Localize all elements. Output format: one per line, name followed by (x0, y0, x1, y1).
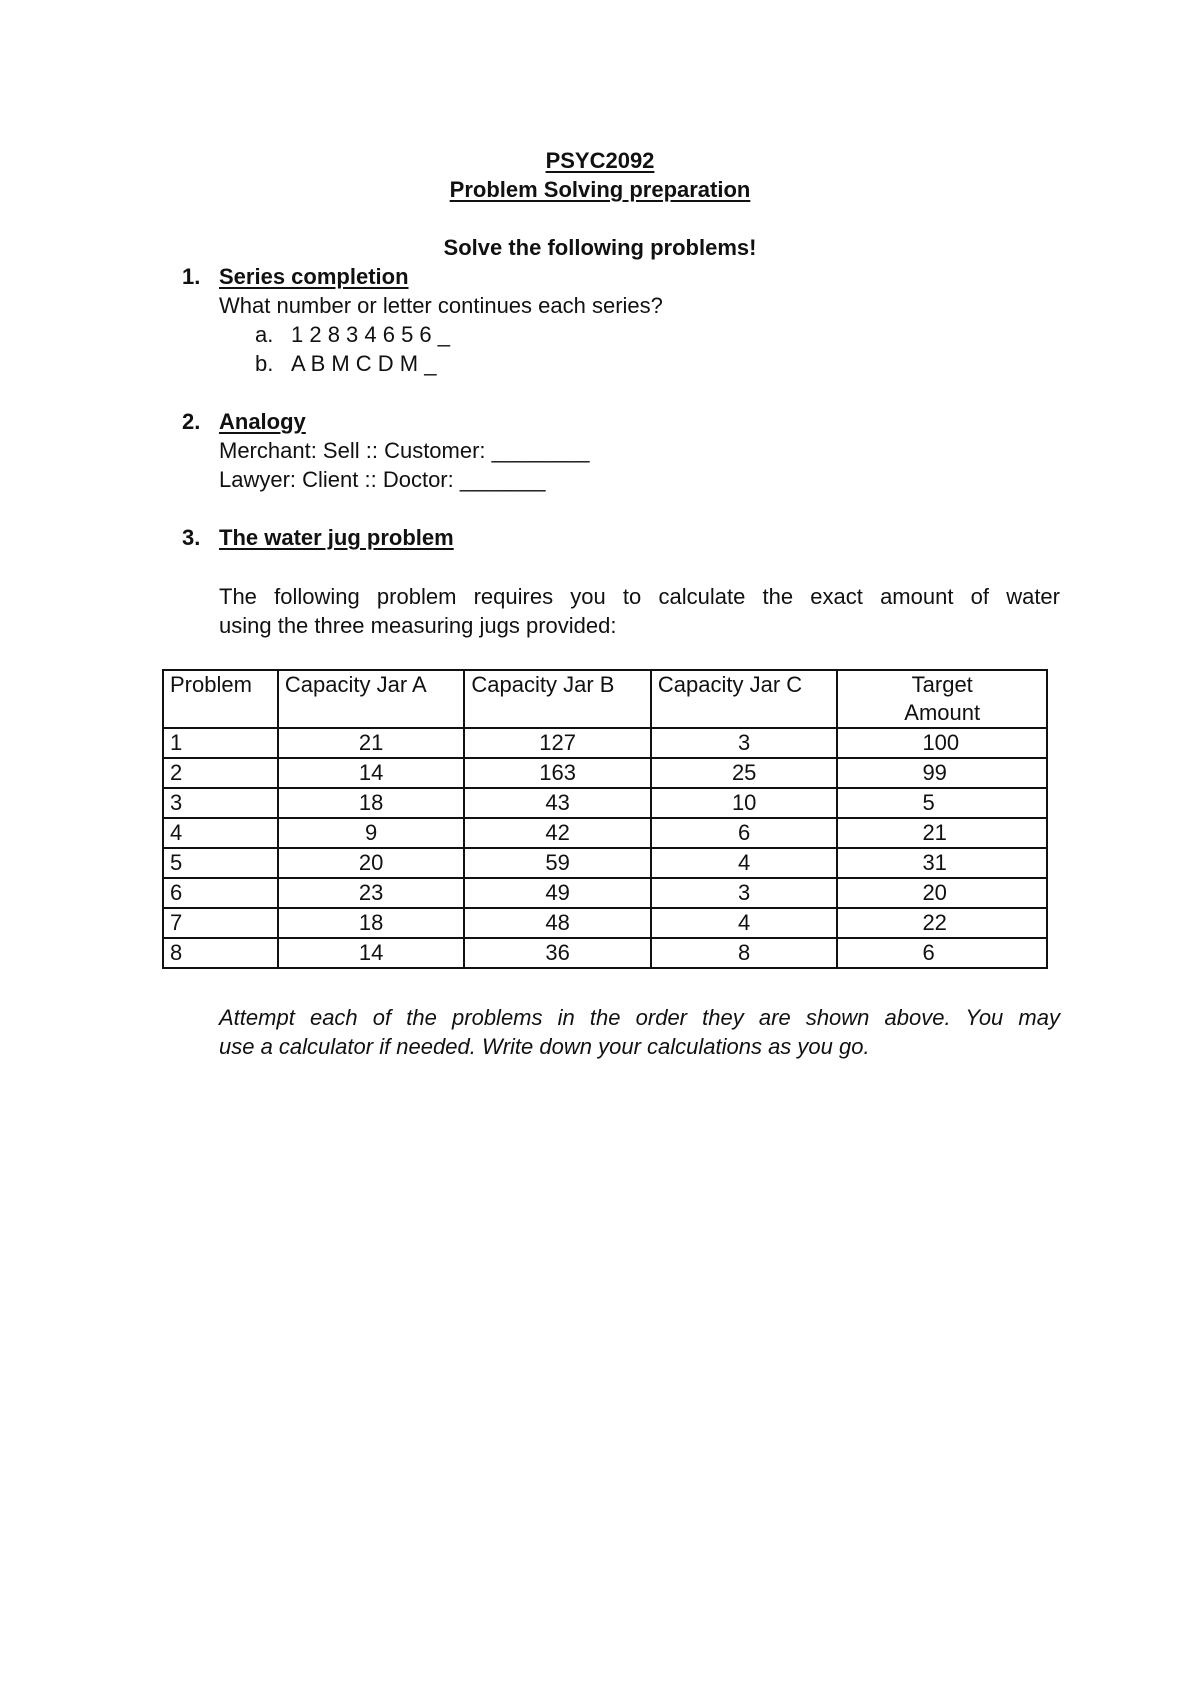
table-row (163, 938, 1047, 968)
table-row (163, 818, 1047, 848)
series-a-text: 1 2 8 3 4 6 5 6 _ (291, 322, 451, 347)
cell-jar-a: 14 (278, 758, 465, 788)
series-b-text: A B M C D M _ (291, 351, 437, 376)
document-subtitle: Problem Solving preparation (449, 177, 751, 202)
table-row (163, 788, 1047, 818)
cell-problem: 6 (163, 878, 278, 908)
table-row (163, 878, 1047, 908)
cell-jar-b: 49 (464, 878, 651, 908)
cell-jar-b: 42 (464, 818, 651, 848)
cell-jar-a: 18 (278, 788, 465, 818)
cell-jar-b: 43 (464, 788, 651, 818)
section-2-title: Analogy (219, 409, 306, 434)
cell-target: 21 (837, 818, 1047, 848)
header-capacity-b: Capacity Jar B (464, 670, 651, 728)
cell-jar-a: 20 (278, 848, 465, 878)
instruction-heading: Solve the following problems! (443, 235, 757, 260)
header-target-amount (837, 670, 1047, 728)
header-problem: Problem (163, 670, 278, 728)
cell-jar-a: 18 (278, 908, 465, 938)
header-capacity-c: Capacity Jar C (651, 670, 838, 728)
water-jug-intro-line-2: using the three measuring jugs provided: (219, 613, 617, 638)
section-1-number: 1. (182, 264, 201, 289)
section-3-title: The water jug problem (219, 525, 454, 550)
cell-jar-c: 3 (651, 878, 838, 908)
section-2-number: 2. (182, 409, 201, 434)
instructions-note-line-2: use a calculator if needed. Write down your calculations as you go. (219, 1034, 870, 1059)
cell-problem: 1 (163, 728, 278, 758)
cell-jar-b: 59 (464, 848, 651, 878)
cell-jar-a: 14 (278, 938, 465, 968)
cell-problem: 8 (163, 938, 278, 968)
instructions-note-line-1: Attempt each of the problems in the order they are shown above. You may (219, 1005, 1060, 1030)
cell-target: 31 (837, 848, 1047, 878)
section-3-number: 3. (182, 525, 201, 550)
cell-problem: 3 (163, 788, 278, 818)
cell-jar-a: 9 (278, 818, 465, 848)
cell-jar-c: 8 (651, 938, 838, 968)
analogy-line-2: Lawyer: Client :: Doctor: _______ (219, 467, 546, 492)
cell-jar-b: 163 (464, 758, 651, 788)
cell-jar-a: 23 (278, 878, 465, 908)
cell-jar-c: 10 (651, 788, 838, 818)
water-jug-table (162, 669, 1048, 969)
cell-jar-c: 4 (651, 908, 838, 938)
section-1-title: Series completion (219, 264, 409, 289)
analogy-line-1: Merchant: Sell :: Customer: ________ (219, 438, 590, 463)
cell-jar-c: 6 (651, 818, 838, 848)
header-target: Target (911, 672, 973, 697)
cell-jar-b: 36 (464, 938, 651, 968)
cell-jar-c: 4 (651, 848, 838, 878)
cell-target: 100 (837, 728, 1047, 758)
cell-problem: 7 (163, 908, 278, 938)
cell-jar-c: 25 (651, 758, 838, 788)
series-b-marker: b. (255, 351, 274, 376)
cell-jar-b: 127 (464, 728, 651, 758)
course-code: PSYC2092 (545, 148, 655, 173)
header-capacity-a: Capacity Jar A (278, 670, 465, 728)
cell-target: 5 (837, 788, 1047, 818)
table-header-row (163, 670, 1047, 728)
cell-problem: 2 (163, 758, 278, 788)
cell-jar-b: 48 (464, 908, 651, 938)
table-row (163, 758, 1047, 788)
cell-target: 99 (837, 758, 1047, 788)
cell-target: 20 (837, 878, 1047, 908)
cell-jar-a: 21 (278, 728, 465, 758)
table-row (163, 728, 1047, 758)
cell-target: 6 (837, 938, 1047, 968)
table-row (163, 908, 1047, 938)
water-jug-intro-line-1: The following problem requires you to calculate the exact amount of water (219, 584, 1060, 609)
cell-problem: 5 (163, 848, 278, 878)
cell-problem: 4 (163, 818, 278, 848)
section-1-prompt: What number or letter continues each series? (219, 293, 663, 318)
series-a-marker: a. (255, 322, 274, 347)
table-row (163, 848, 1047, 878)
header-amount: Amount (904, 700, 981, 725)
cell-jar-c: 3 (651, 728, 838, 758)
cell-target: 22 (837, 908, 1047, 938)
